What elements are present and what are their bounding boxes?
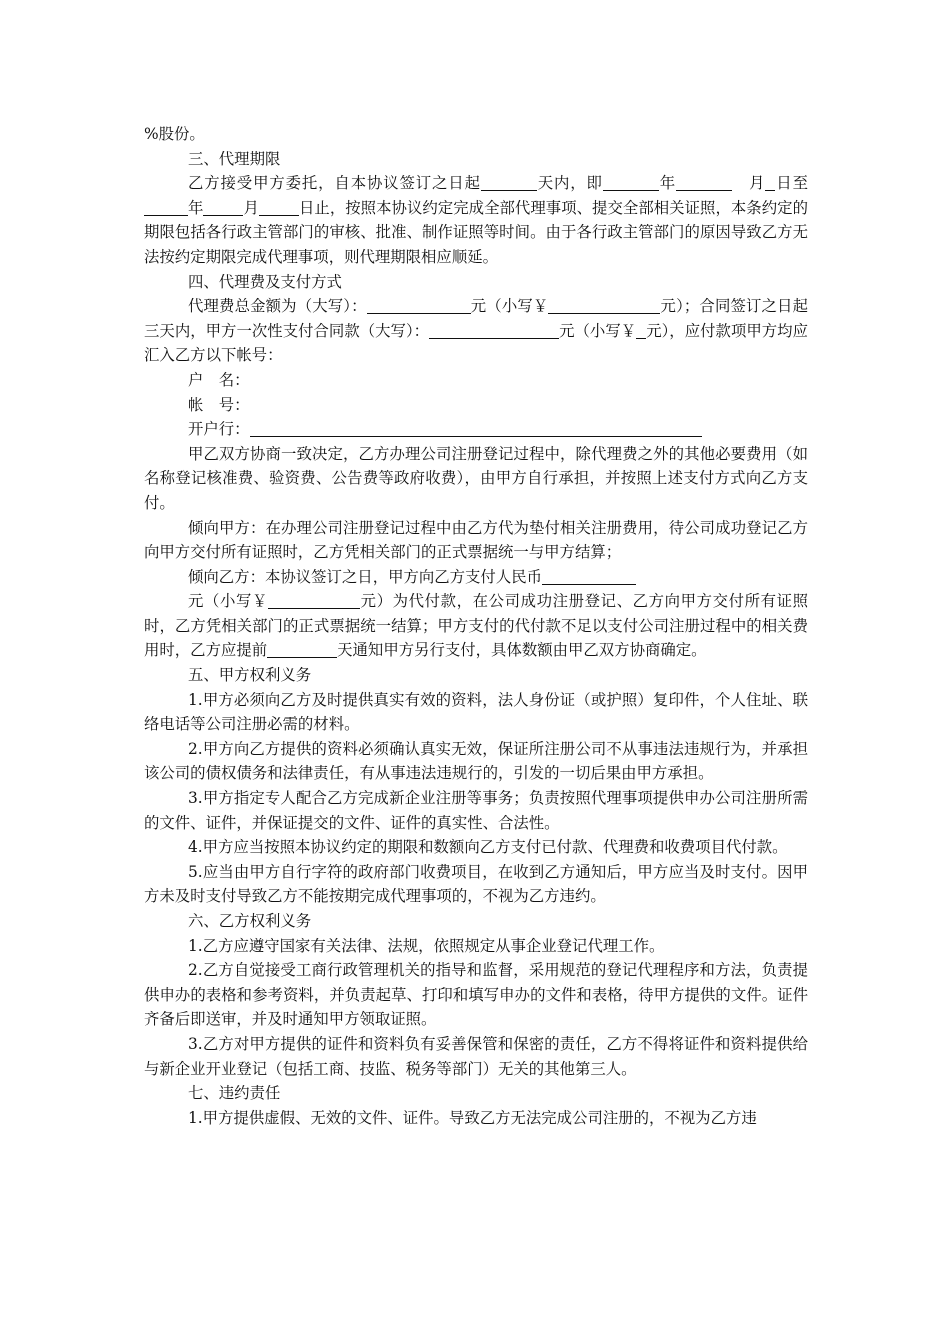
account-number-line xyxy=(144,393,808,418)
clause-6-2 xyxy=(144,958,808,1032)
text: 甲乙双方协商一致决定，乙方办理公司注册登记过程中，除代理费之外的其他必要费用（如名称登记核准费、验资费、公告费等政府收费），由甲方自行承担，并按照上述支付方式向乙方支付。 xyxy=(144,444,808,512)
account-bank-line xyxy=(144,417,808,442)
text: 元（小写￥ xyxy=(470,297,549,316)
text: 1.甲方必须向乙方及时提供真实有效的资料，法人身份证（或护照）复印件，个人住址、联络电话等公司注册必需的材料。 xyxy=(144,690,808,734)
account-number-label: 帐 号： xyxy=(188,395,250,414)
section-heading-fees xyxy=(144,270,808,295)
blank-end-month[interactable] xyxy=(203,197,243,216)
text: 3.甲方指定专人配合乙方完成新企业注册等事务；负责按照代理事项提供申办公司注册所需的文件、证件，并保证提交的文件、证件的真实性、合法性。 xyxy=(144,789,808,832)
blank-rmb[interactable] xyxy=(542,566,636,585)
text: 2.乙方自觉接受工商行政管理机关的指导和监督，采用规范的登记代理程序和方法，负责提供申办的表格和参考资料，并负责起草、打印和填写申办的文件和表格，待甲方提供的文件。证件齐备后即送审，并及时通知甲方领取证照。 xyxy=(144,961,808,1029)
blank-pay-lower[interactable] xyxy=(636,320,646,339)
text: %股份。 xyxy=(144,125,205,143)
heading-text: 三、代理期限 xyxy=(188,149,281,168)
document-body xyxy=(144,122,808,1130)
account-name-label: 户 名： xyxy=(188,370,250,389)
paragraph-shares xyxy=(144,122,808,147)
clause-5-4 xyxy=(144,835,808,860)
text: 1.甲方提供虚假、无效的文件、证件。导致乙方无法完成公司注册的，不视为乙方违 xyxy=(188,1108,757,1127)
text: 代理费总金额为（大写）： xyxy=(188,297,367,316)
text: 月 xyxy=(243,198,259,217)
blank-pay-upper[interactable] xyxy=(429,320,559,339)
text: 2.甲方向乙方提供的资料必须确认真实无效，保证所注册公司不从事违法违规行为，并承担该公司的债权债务和法律责任，有从事违法违规行的，引发的一切后果由甲方承担。 xyxy=(144,739,808,783)
heading-text: 七、违约责任 xyxy=(188,1084,281,1103)
blank-end-year[interactable] xyxy=(144,197,188,216)
section-heading-breach xyxy=(144,1081,808,1106)
text: 5.应当由甲方自行字符的政府部门收费项目，在收到乙方通知后，甲方应当及时支付。因甲方未及时支付导致乙方不能按期完成代理事项的，不视为乙方违约。 xyxy=(144,862,808,906)
blank-fee-lower[interactable] xyxy=(548,295,660,314)
paragraph-other-fees xyxy=(144,442,808,516)
blank-start-month[interactable] xyxy=(676,172,732,191)
text: 倾向甲方：在办理公司注册登记过程中由乙方代为垫付相关注册费用，待公司成功登记乙方向甲方交付所有证照时，乙方凭相关部门的正式票据统一与甲方结算； xyxy=(144,518,808,562)
text: 年 xyxy=(658,174,676,193)
heading-text: 六、乙方权利义务 xyxy=(188,912,312,930)
text: 年 xyxy=(188,198,204,217)
text: 元）；合同签订之日起三天内，甲方一次性支付合同款（大写）： xyxy=(144,297,808,340)
paragraph-term xyxy=(144,171,808,269)
clause-5-5 xyxy=(144,860,808,909)
blank-days[interactable] xyxy=(481,172,537,191)
clause-6-3 xyxy=(144,1032,808,1081)
account-name-line xyxy=(144,368,808,393)
text: 1.乙方应遵守国家有关法律、法规，依照规定从事企业登记代理工作。 xyxy=(188,936,665,955)
clause-5-3 xyxy=(144,786,808,835)
heading-text: 四、代理费及支付方式 xyxy=(188,272,342,291)
paragraph-advance-payment xyxy=(144,589,808,663)
paragraph-favor-party-a xyxy=(144,516,808,565)
section-heading-party-a xyxy=(144,663,808,688)
text: 元（小写￥ xyxy=(188,592,268,611)
section-heading-term xyxy=(144,147,808,172)
blank-fee-upper[interactable] xyxy=(367,295,471,314)
text: 元（小写￥ xyxy=(559,321,637,340)
blank-advance-lower[interactable] xyxy=(268,590,360,609)
blank-bank[interactable] xyxy=(250,418,702,437)
section-heading-party-b xyxy=(144,909,808,934)
text: 3.乙方对甲方提供的证件和资料负有妥善保管和保密的责任，乙方不得将证件和资料提供给与新企业开业登记（包括工商、技监、税务等部门）无关的其他第三人。 xyxy=(144,1034,808,1078)
blank-end-day[interactable] xyxy=(259,197,299,216)
blank-notice-days[interactable] xyxy=(267,639,337,658)
clause-6-1 xyxy=(144,934,808,959)
clause-5-1 xyxy=(144,688,808,737)
text: 天通知甲方另行支付，具体数额由甲乙双方协商确定。 xyxy=(337,641,707,660)
blank-start-day[interactable] xyxy=(765,172,775,191)
text: 月 xyxy=(749,174,766,193)
text: 元）为代付款，在公司成功注册登记、乙方向甲方交付所有证照时，乙方凭相关部门的正式票据统一结算；甲方支付的代付款不足以支付公司注册过程中的相关费用时，乙方应提前 xyxy=(144,592,808,660)
text: 倾向乙方：本协议签订之日，甲方向乙方支付人民币 xyxy=(188,567,542,586)
text: 乙方接受甲方委托，自本协议签订之日起 xyxy=(188,174,481,193)
account-bank-label: 开户行： xyxy=(188,420,250,439)
text: 天内，即 xyxy=(536,174,603,193)
blank-start-year[interactable] xyxy=(603,172,659,191)
text: 4.甲方应当按照本协议约定的期限和数额向乙方支付已付款、代理费和收费项目代付款。 xyxy=(188,838,788,857)
clause-5-2 xyxy=(144,737,808,786)
paragraph-fees xyxy=(144,294,808,368)
text: 日止，按照本协议约定完成全部代理事项、提交全部相关证照，本条约定的期限包括各行政主管部门的审核、批准、制作证照等时间。由于各行政主管部门的原因导致乙方无法按约定期限完成代理事项，则代理期限相应顺延。 xyxy=(144,198,808,266)
clause-7-1 xyxy=(144,1106,808,1131)
text: 元），应付款项甲方均应汇入乙方以下帐号： xyxy=(144,321,808,365)
paragraph-favor-party-b xyxy=(144,565,808,590)
heading-text: 五、甲方权利义务 xyxy=(188,666,312,685)
text: 日至 xyxy=(775,174,808,193)
